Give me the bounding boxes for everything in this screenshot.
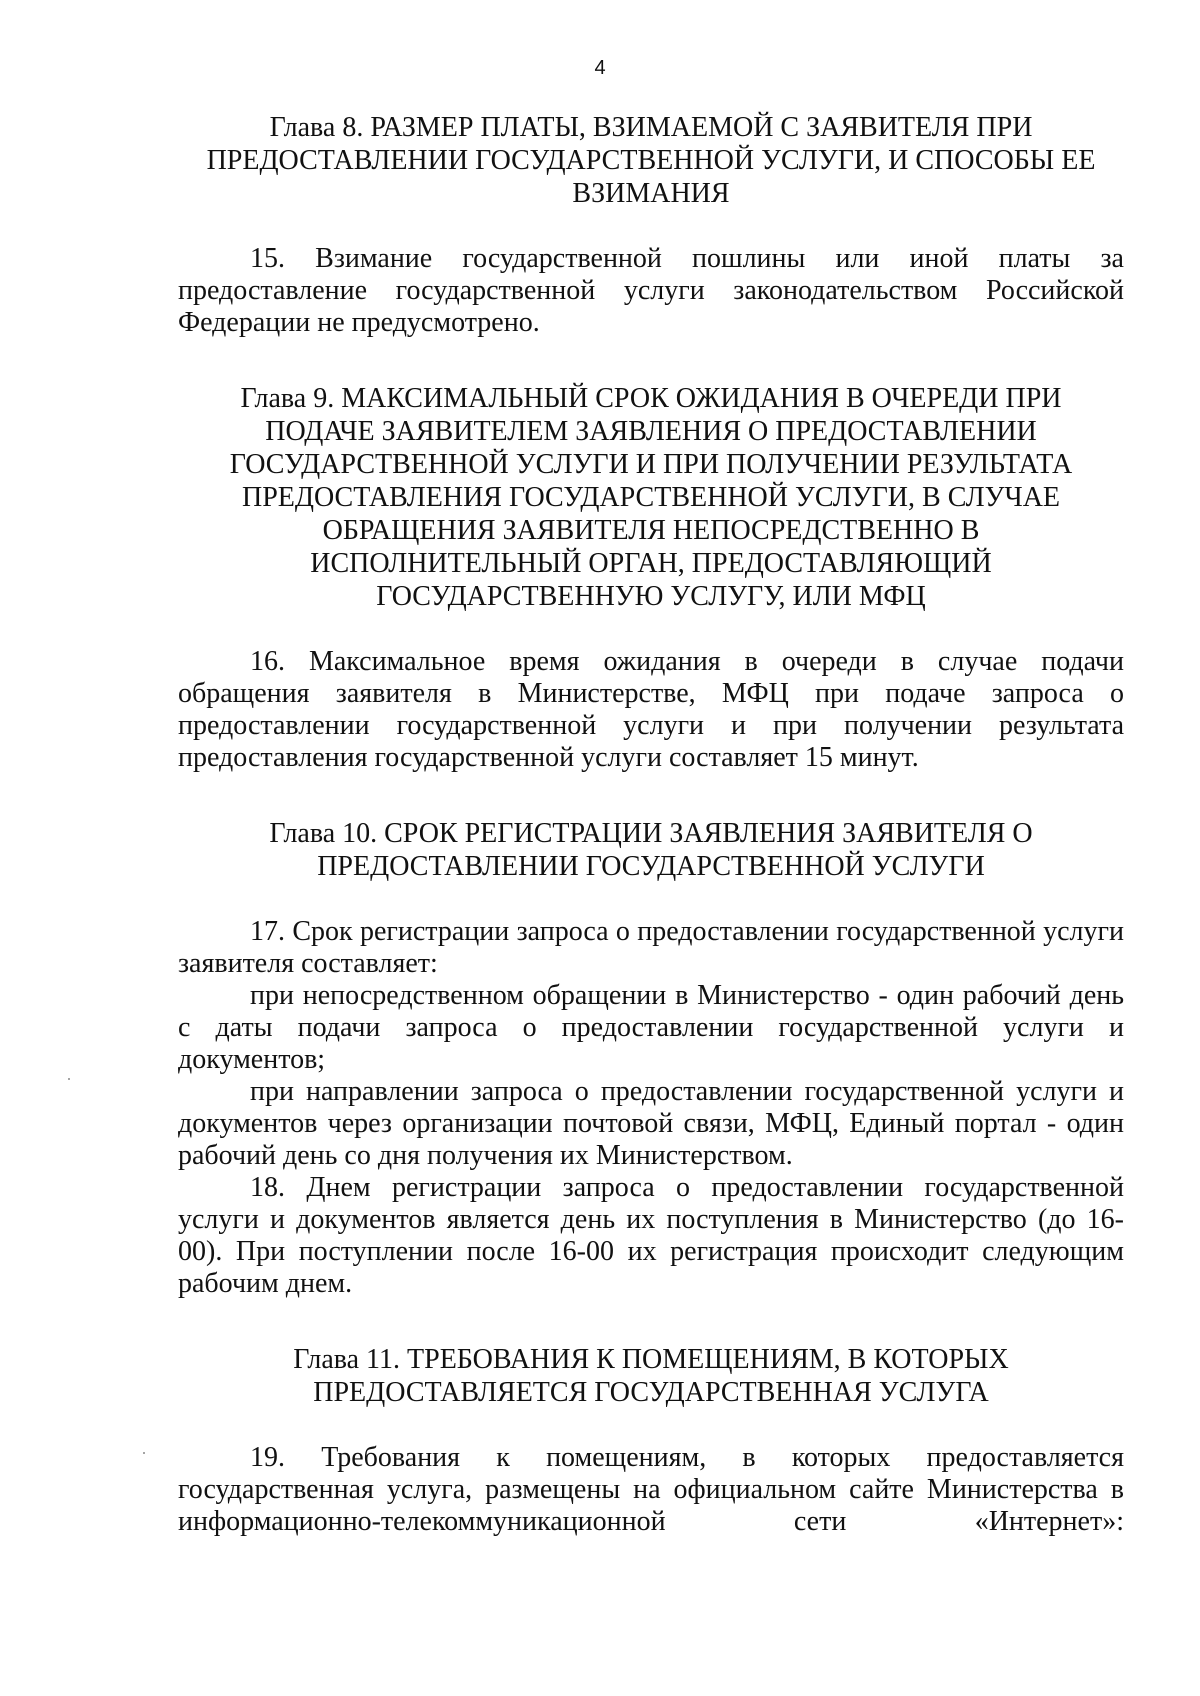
page-number: 4	[594, 57, 606, 79]
chapter-9-heading: Глава 9. МАКСИМАЛЬНЫЙ СРОК ОЖИДАНИЯ В ОЧЕРЕДИ ПРИ ПОДАЧЕ ЗАЯВИТЕЛЕМ ЗАЯВЛЕНИЯ О ПРЕДОСТАВЛЕНИИ ГОСУДАРСТВЕННОЙ УСЛУГИ И ПРИ ПОЛУЧЕНИИ РЕЗУЛЬТАТА ПРЕДОСТАВЛЕНИЯ ГОСУДАРСТВЕННОЙ УСЛУГИ, В СЛУЧАЕ ОБРАЩЕНИЯ ЗАЯВИТЕЛЯ НЕПОСРЕДСТВЕННО В ИСПОЛНИТЕЛЬНЫЙ ОРГАН, ПРЕДОСТАВЛЯЮЩИЙ ГОСУДАРСТВЕННУЮ УСЛУГУ, ИЛИ МФЦ	[229, 383, 1073, 612]
document-body	[178, 111, 1124, 1538]
chapter-11	[178, 1343, 1124, 1538]
chapter-10-heading: Глава 10. СРОК РЕГИСТРАЦИИ ЗАЯВЛЕНИЯ ЗАЯВИТЕЛЯ О ПРЕДОСТАВЛЕНИИ ГОСУДАРСТВЕННОЙ УСЛУГИ	[269, 818, 1033, 882]
paragraph-15: 15. Взимание государственной пошлины или иной платы за предоставление государственной услуги законодательством Российской Федерации не предусмотрено.	[178, 243, 1124, 338]
paragraph-17-direct-appeal: при непосредственном обращении в Министерство - один рабочий день с даты подачи запроса о предоставлении государственной услуги и документов;	[178, 980, 1124, 1075]
scan-speck	[68, 1078, 70, 1080]
paragraph-19: 19. Требования к помещениям, в которых предоставляется государственная услуга, размещены на официальном сайте Министерства в информационно-телекоммуникационной сети «Интернет»:	[178, 1442, 1124, 1537]
paragraph-17: 17. Срок регистрации запроса о предоставлении государственной услуги заявителя составляет:	[178, 916, 1124, 979]
chapter-8	[178, 111, 1124, 339]
chapter-10	[178, 817, 1124, 1300]
chapter-11-heading: Глава 11. ТРЕБОВАНИЯ К ПОМЕЩЕНИЯМ, В КОТОРЫХ ПРЕДОСТАВЛЯЕТСЯ ГОСУДАРСТВЕННАЯ УСЛУГА	[293, 1344, 1009, 1408]
paragraph-18: 18. Днем регистрации запроса о предоставлении государственной услуги и документов является день их поступления в Министерство (до 16-00). При поступлении после 16-00 их регистрация происходит следующим рабочим днем.	[178, 1172, 1124, 1299]
chapter-8-heading: Глава 8. РАЗМЕР ПЛАТЫ, ВЗИМАЕМОЙ С ЗАЯВИТЕЛЯ ПРИ ПРЕДОСТАВЛЕНИИ ГОСУДАРСТВЕННОЙ УСЛУГИ, И СПОСОБЫ ЕЕ ВЗИМАНИЯ	[206, 112, 1096, 209]
paragraph-17-postal-appeal: при направлении запроса о предоставлении государственной услуги и документов через организации почтовой связи, МФЦ, Единый портал - один рабочий день со дня получения их Министерством.	[178, 1076, 1124, 1171]
chapter-9	[178, 382, 1124, 774]
scan-speck	[143, 1452, 145, 1454]
paragraph-16: 16. Максимальное время ожидания в очереди в случае подачи обращения заявителя в Министерстве, МФЦ при подаче запроса о предоставлении государственной услуги и при получении результата предоставления государственной услуги составляет 15 минут.	[178, 646, 1124, 773]
